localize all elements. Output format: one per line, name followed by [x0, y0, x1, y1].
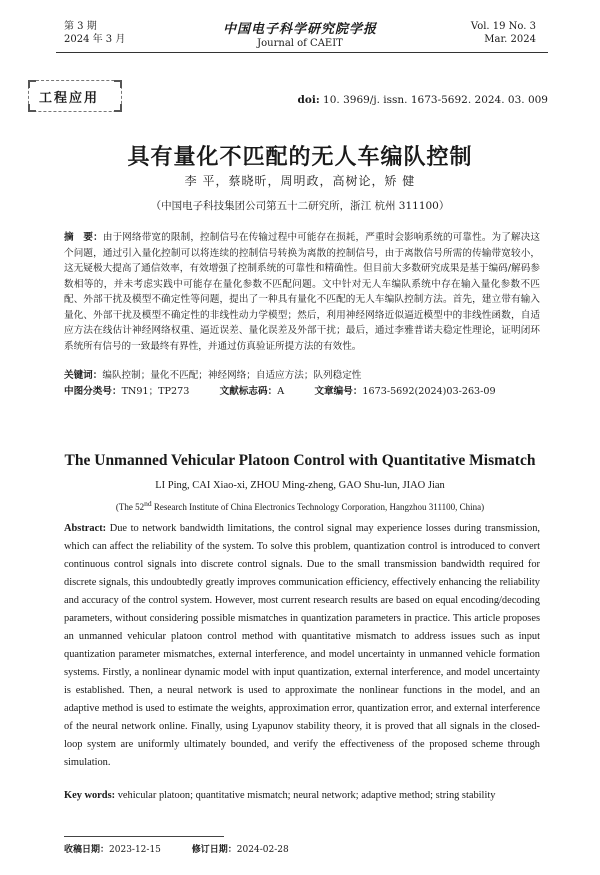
- affiliation-cn: （中国电子科技集团公司第五十二研究所，浙江 杭州 311100）: [150, 200, 450, 212]
- volume: Vol. 19 No. 3: [470, 21, 536, 32]
- article-no-value: 1673-5692(2024)03-263-09: [362, 386, 496, 397]
- corner-mark: [28, 80, 36, 88]
- category-label: 工程应用: [39, 91, 100, 106]
- abstract-en: [64, 520, 540, 772]
- received-label: 收稿日期：: [64, 845, 110, 855]
- abstract-cn: [64, 230, 540, 354]
- classification-line: [64, 384, 540, 399]
- keywords-cn-text: 编队控制；量化不匹配；神经网络；自适应方法；队列稳定性: [102, 370, 362, 381]
- doi-label: doi:: [297, 94, 320, 106]
- keywords-en: [64, 788, 540, 804]
- category-box: [28, 80, 122, 112]
- issue-cn: 第 3 期: [64, 21, 97, 32]
- keywords-cn: [64, 368, 540, 383]
- date-en: Mar. 2024: [484, 34, 536, 45]
- journal-name-en: Journal of CAEIT: [257, 38, 343, 49]
- abstract-en-label: Abstract:: [64, 523, 107, 534]
- affiliation-en: [0, 499, 600, 512]
- keywords-cn-label: 关键词：: [64, 370, 103, 381]
- abstract-cn-label: 摘 要：: [64, 232, 103, 243]
- journal-name-cn: 中国电子科学研究院学报: [222, 22, 377, 37]
- clc-label: 中图分类号：: [64, 386, 122, 397]
- header-right: [471, 20, 536, 46]
- abstract-en-text: Due to network bandwidth limitations, the control signal may experience losses during transmission, which can affect the reliability of the system. To solve this problem, quantization control is introduced to convert continuous control signals into discrete control signals. Due to the small transmission bandwidth required for discrete signals, this undoubtedly greatly improves communication efficiency, effectively enhancing the reliability and accuracy of the control system. However, most current research results are based on equal encoding/decoding parameters, without considering possible mismatches in quantization parameters in practice. This article proposes an unmanned vehicular platoon control method with quantitative mismatch to address issues such as input quantization parameter mismatches, external interference, and model uncertainty in unmanned vehicle formation systems. Firstly, a nonlinear dynamic model with input quantization, external interference, and model uncertainty is established. Then, a neural network is used to approximate the nonlinear functions in the model, and an adaptive method is used to estimate the weights, approximation error, quantization error, and external interference of the neural network online. Finally, using Lyapunov stability theory, it is proved that all signals in the closed-loop system are uniformly ultimately bounded, and verify the effectiveness of the proposed scheme through simulation.: [64, 523, 540, 768]
- corner-mark: [114, 104, 122, 112]
- date-cn: 2024 年 3 月: [64, 34, 126, 45]
- revised-label: 修订日期：: [191, 845, 237, 855]
- footer-dates: [64, 842, 317, 855]
- header-rule: [56, 52, 548, 53]
- doi-value: 10. 3969/j. issn. 1673-5692. 2024. 03. 009: [323, 94, 548, 106]
- revised-value: 2024-02-28: [236, 845, 289, 855]
- keywords-en-text: vehicular platoon; quantitative mismatch; neural network; adaptive method; string stability: [115, 790, 496, 801]
- clc-value: TN91；TP273: [121, 386, 190, 397]
- authors-en: LI Ping, CAI Xiao-xi, ZHOU Ming-zheng, GAO Shu-lun, JIAO Jian: [155, 480, 445, 491]
- doc-code-value: A: [277, 386, 285, 397]
- article-no-label: 文章编号：: [314, 386, 363, 397]
- affil-en-suffix: Research Institute of China Electronics Technology Corporation, Hangzhou 311100, China): [151, 502, 485, 512]
- keywords-en-label: Key words:: [64, 790, 116, 801]
- footnote-rule: [64, 836, 224, 837]
- corner-mark: [28, 104, 36, 112]
- abstract-cn-text: 由于网络带宽的限制，控制信号在传输过程中可能存在损耗，严重时会影响系统的可靠性。为了解决这个问题，通过引入量化控制可以将连续的控制信号转换为离散的控制信号，由于离散信号所需的传输带宽较小，这无疑极大提高了通信效率，有效增强了控制系统的可靠性和精确性。但目前大多数研究成果是基于编码/解码参数相等的，并未考虑实践中可能存在量化参数不匹配问题。文中针对无人车编队系统中存在输入量化参数不匹配、外部干扰及模型不确定性等问题，提出了一种具有量化不匹配的无人车编队控制方法。首先，建立带有输入量化、外部干扰及模型不确定性的非线性动力学模型；然后，利用神经网络近似逼近模型中的非线性函数，自适应方法在线估计神经网络权重、逼近误差、量化误差及外部干扰；最后，通过李雅普诺夫稳定性理论，证明闭环系统所有信号的一致最终有界性，并通过仿真验证所提方法的有效性。: [64, 232, 541, 352]
- affil-en-sup: nd: [144, 499, 152, 508]
- received-value: 2023-12-15: [109, 845, 161, 855]
- corner-mark: [114, 80, 122, 88]
- doc-code-label: 文献标志码：: [219, 386, 278, 397]
- paper-title-cn: 具有量化不匹配的无人车编队控制: [127, 145, 473, 170]
- paper-title-en: The Unmanned Vehicular Platoon Control with Quantitative Mismatch: [64, 452, 536, 469]
- affil-en-prefix: (The 52: [115, 502, 145, 512]
- doi: [297, 94, 548, 106]
- authors-cn: 李 平，蔡晓昕，周明政，高树论，矫 健: [184, 174, 416, 188]
